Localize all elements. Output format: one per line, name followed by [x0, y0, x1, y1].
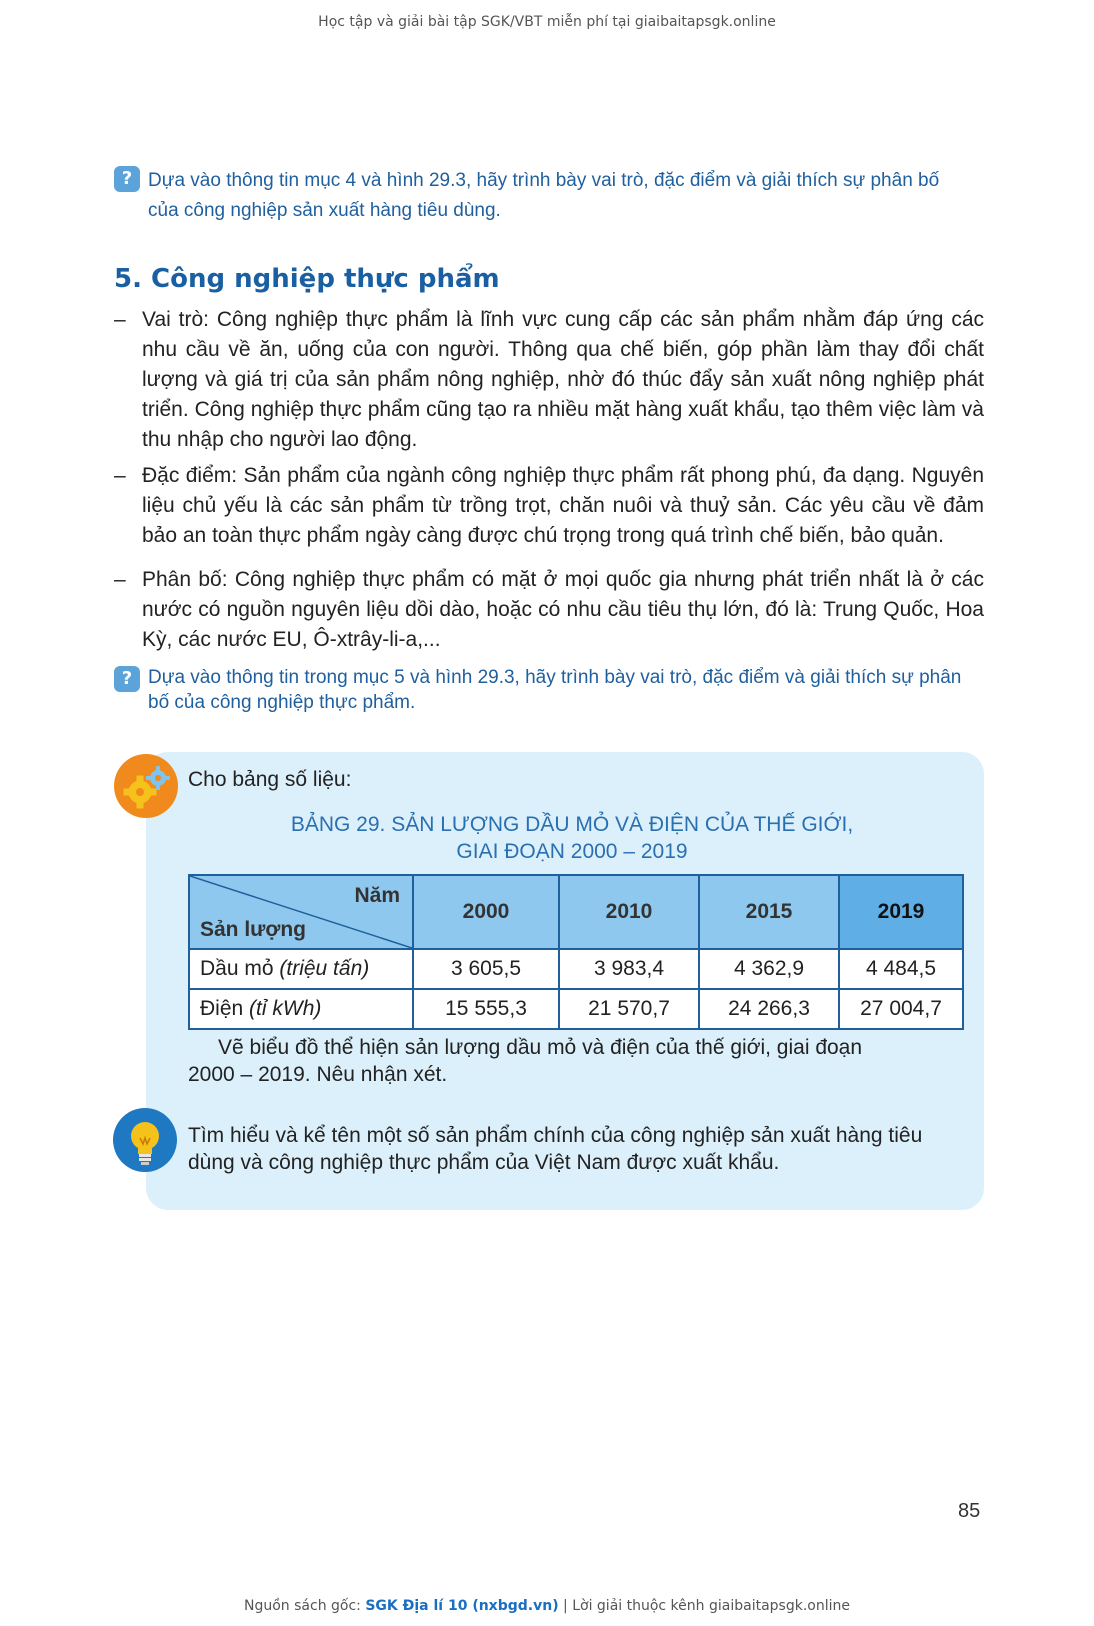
page-number: 85	[958, 1500, 981, 1522]
table-title-line2: GIAI ĐOẠN 2000 – 2019	[456, 840, 688, 863]
table-row	[189, 989, 963, 1029]
year-header: 2019	[839, 875, 963, 949]
table-header-row	[189, 875, 963, 949]
bullet-dash: –	[114, 568, 126, 591]
bullet-dash: –	[114, 308, 126, 331]
question-2-line1: Dựa vào thông tin trong mục 5 và hình 29.3, hãy trình bày vai trò, đặc điểm và giải thích sự phân	[148, 667, 962, 688]
practice-task-line1: Vẽ biểu đồ thể hiện sản lượng dầu mỏ và điện của thế giới, giai đoạn	[218, 1036, 863, 1059]
year-header: 2015	[699, 875, 839, 949]
lightbulb-icon	[113, 1108, 177, 1172]
row-label	[189, 989, 413, 1029]
data-table	[188, 874, 964, 1030]
question-1	[148, 166, 984, 226]
year-header: 2010	[559, 875, 699, 949]
bullet-dash: –	[114, 464, 126, 487]
practice-task-line2: 2000 – 2019. Nêu nhận xét.	[188, 1063, 448, 1086]
extension-task-line2: dùng và công nghiệp thực phẩm của Việt Nam được xuất khẩu.	[188, 1151, 780, 1174]
question-1-line1: Dựa vào thông tin mục 4 và hình 29.3, hãy trình bày vai trò, đặc điểm và giải thích sự phân bố	[148, 170, 940, 191]
extension-task-line1: Tìm hiểu và kể tên một số sản phẩm chính của công nghiệp sản xuất hàng tiêu	[188, 1124, 923, 1147]
source-prefix: Nguồn sách gốc:	[244, 1598, 366, 1614]
table-cell: 4 484,5	[839, 949, 963, 989]
question-1-line2: của công nghiệp sản xuất hàng tiêu dùng.	[148, 200, 501, 221]
corner-year-label: Năm	[354, 884, 400, 907]
table-corner-header	[189, 875, 413, 949]
table-cell: 4 362,9	[699, 949, 839, 989]
source-book-link[interactable]: SGK Địa lí 10 (nxbgd.vn)	[365, 1598, 559, 1614]
bullet-role: Vai trò: Công nghiệp thực phẩm là lĩnh vực cung cấp các sản phẩm nhằm đáp ứng các nhu cầu về ăn, uống của con người. Thông qua chế biến, góp phần làm thay đổi chất lượng và giá trị của sản phẩm nông nghiệp, nhờ đó thúc đẩy sản xuất nông nghiệp phát triển. Công nghiệp thực phẩm cũng tạo ra nhiều mặt hàng xuất khẩu, tạo thêm việc làm và thu nhập cho người lao động.	[142, 308, 984, 451]
table-cell: 24 266,3	[699, 989, 839, 1029]
table-title	[182, 811, 962, 865]
table-cell: 3 605,5	[413, 949, 559, 989]
row-label-name: Dầu mỏ	[200, 957, 274, 980]
row-label-unit: (tỉ kWh)	[249, 997, 322, 1020]
row-label-unit: (triệu tấn)	[279, 957, 370, 980]
bottom-banner	[0, 1598, 1094, 1614]
bullet-distribution: Phân bố: Công nghiệp thực phẩm có mặt ở mọi quốc gia nhưng phát triển nhất là ở các nước có nguồn nguyên liệu dồi dào, hoặc có nhu cầu tiêu thụ lớn, đó là: Trung Quốc, Hoa Kỳ, các nước EU, Ô-xtrây-li-a,...	[142, 568, 984, 651]
extension-task	[188, 1122, 964, 1176]
table-cell: 15 555,3	[413, 989, 559, 1029]
year-header: 2000	[413, 875, 559, 949]
table-cell: 21 570,7	[559, 989, 699, 1029]
source-suffix: | Lời giải thuộc kênh giaibaitapsgk.online	[558, 1598, 850, 1614]
question-2	[148, 665, 984, 715]
bullet-features: Đặc điểm: Sản phẩm của ngành công nghiệp thực phẩm rất phong phú, đa dạng. Nguyên liệu chủ yếu là các sản phẩm từ trồng trọt, chăn nuôi và thuỷ sản. Các yêu cầu về đảm bảo an toàn thực phẩm ngày càng được chú trọng trong quá trình chế biến, bảo quản.	[142, 464, 984, 547]
practice-task	[188, 1034, 964, 1088]
top-banner: Học tập và giải bài tập SGK/VBT miễn phí tại giaibaitapsgk.online	[318, 14, 776, 30]
row-label	[189, 949, 413, 989]
practice-intro: Cho bảng số liệu:	[188, 768, 352, 791]
table-cell: 27 004,7	[839, 989, 963, 1029]
table-row	[189, 949, 963, 989]
table-cell: 3 983,4	[559, 949, 699, 989]
question-icon: ?	[114, 666, 140, 692]
corner-output-label: Sản lượng	[200, 918, 306, 941]
row-label-name: Điện	[200, 997, 244, 1020]
question-icon: ?	[114, 166, 140, 192]
gear-icon	[114, 754, 178, 818]
table-title-line1: BẢNG 29. SẢN LƯỢNG DẦU MỎ VÀ ĐIỆN CỦA THẾ GIỚI,	[290, 813, 854, 836]
section-heading: 5. Công nghiệp thực phẩm	[114, 264, 500, 294]
question-2-line2: bố của công nghiệp thực phẩm.	[148, 692, 416, 713]
